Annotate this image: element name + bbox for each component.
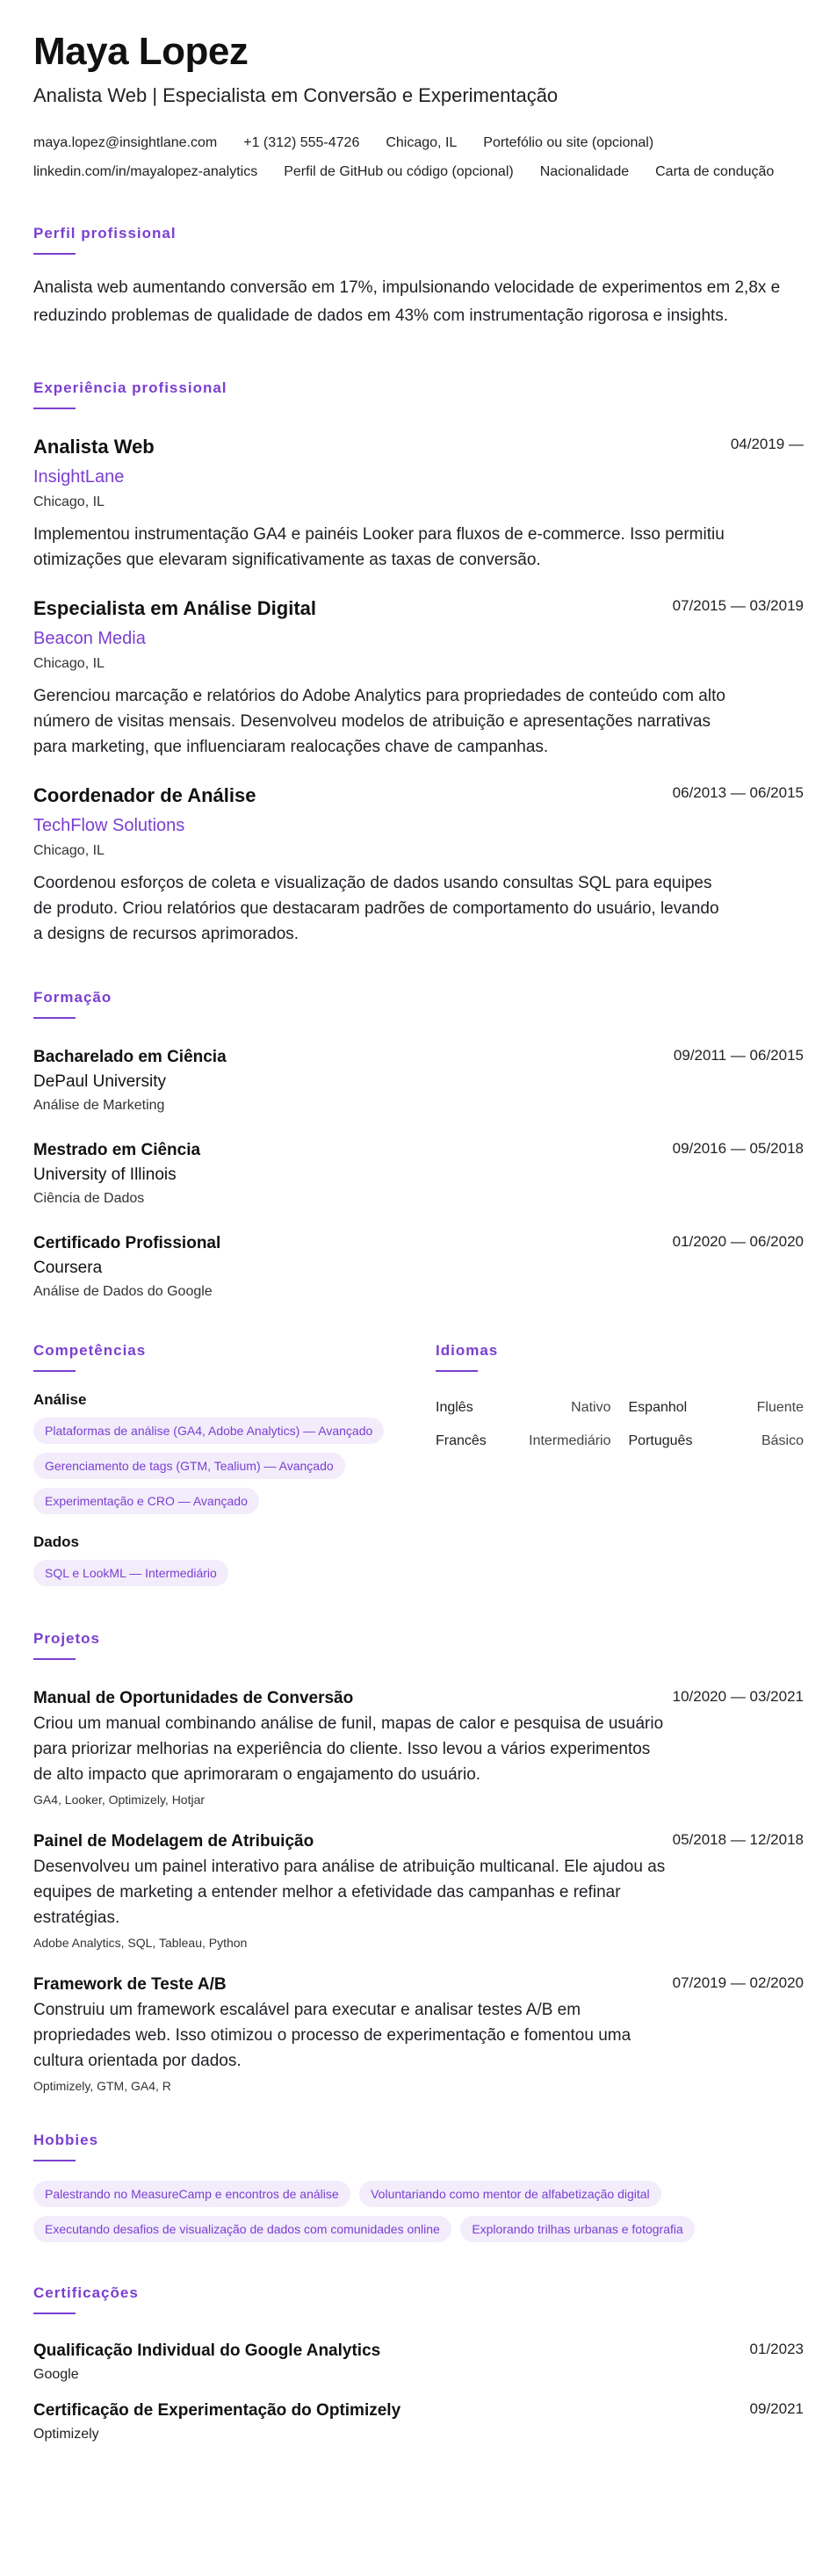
section-divider — [33, 253, 76, 255]
language-item — [436, 1391, 611, 1425]
section-divider — [33, 2313, 76, 2314]
contact-location: Chicago, IL — [386, 135, 458, 150]
job-title: Coordenador de Análise — [33, 784, 256, 806]
job-company[interactable]: Beacon Media — [33, 629, 146, 648]
skill-pill: Plataformas de análise (GA4, Adobe Analytics) — Avançado — [33, 1418, 384, 1444]
project-title: Framework de Teste A/B — [33, 1975, 227, 1994]
section-divider — [33, 1370, 76, 1372]
profile-summary: Analista web aumentando conversão em 17%, impulsionando velocidade de experimentos em 2,8x e reduzindo problemas de qualidade de dados em 43% com instrumentação rigorosa e insights. — [33, 278, 781, 325]
job-location: Chicago, IL — [33, 494, 105, 509]
language-item — [436, 1425, 611, 1458]
project-description: Construiu um framework escalável para executar e analisar testes A/B em propriedades web. Isso otimizou o processo de experimentação e fomentou uma cultura orientada por dados. — [33, 2001, 631, 2070]
language-name: Francês — [436, 1433, 487, 1448]
contact-linkedin[interactable]: linkedin.com/in/mayalopez-analytics — [33, 164, 258, 179]
contact-driving-license: Carta de condução — [655, 164, 775, 179]
project-description: Criou um manual combinando análise de funil, mapas de calor e pesquisa de usuário para priorizar melhorias na experiência do cliente. Isso levou a vários experimentos de alto impacto que aprimoraram o engajamento do usuário. — [33, 1714, 664, 1784]
certification-date: 01/2023 — [749, 2341, 804, 2357]
job-description: Implementou instrumentação GA4 e painéis Looker para fluxos de e-commerce. Isso permitiu otimizações que elevaram significativamente as taxas de conversão. — [33, 525, 725, 569]
contact-phone[interactable]: +1 (312) 555-4726 — [243, 135, 360, 150]
education-school: University of Illinois — [33, 1165, 177, 1184]
hobbies-section — [33, 2132, 804, 2251]
education-field: Ciência de Dados — [33, 1191, 145, 1206]
project-date: 05/2018 — 12/2018 — [672, 1831, 804, 1848]
project-tech: GA4, Looker, Optimizely, Hotjar — [33, 1793, 206, 1807]
skills-languages-row — [33, 1342, 804, 1595]
section-title: Certificações — [33, 2284, 139, 2301]
skill-pill: Experimentação e CRO — Avançado — [33, 1488, 259, 1514]
job-company[interactable]: TechFlow Solutions — [33, 816, 185, 835]
education-field: Análise de Marketing — [33, 1098, 165, 1113]
candidate-name: Maya Lopez — [33, 30, 249, 73]
job-title: Analista Web — [33, 436, 155, 458]
skills-section — [33, 1342, 400, 1595]
section-title: Idiomas — [436, 1342, 499, 1359]
language-level: Intermediário — [529, 1433, 611, 1448]
education-school: DePaul University — [33, 1072, 166, 1091]
hobby-pill: Palestrando no MeasureCamp e encontros de análise — [33, 2181, 350, 2207]
language-item — [629, 1391, 805, 1425]
job-entry — [33, 595, 804, 760]
skill-pill: SQL e LookML — Intermediário — [33, 1560, 228, 1586]
hobby-pill: Explorando trilhas urbanas e fotografia — [460, 2216, 694, 2242]
skill-pill-list — [33, 1560, 400, 1595]
job-title: Especialista em Análise Digital — [33, 597, 316, 619]
project-tech: Adobe Analytics, SQL, Tableau, Python — [33, 1936, 248, 1950]
section-divider — [33, 1017, 76, 1019]
section-divider — [33, 1658, 76, 1660]
education-entry — [33, 1138, 804, 1210]
job-company[interactable]: InsightLane — [33, 467, 125, 487]
language-name: Português — [628, 1433, 693, 1448]
hobby-pill-list — [33, 2181, 797, 2251]
job-location: Chicago, IL — [33, 656, 105, 671]
job-date: 07/2015 — 03/2019 — [672, 597, 804, 614]
education-school: Coursera — [33, 1259, 103, 1277]
contact-list — [33, 128, 804, 186]
skill-group-title: Dados — [33, 1533, 79, 1550]
job-entry — [33, 434, 804, 573]
certification-entry — [33, 2339, 804, 2386]
project-title: Manual de Oportunidades de Conversão — [33, 1689, 354, 1707]
section-title: Hobbies — [33, 2132, 99, 2148]
job-location: Chicago, IL — [33, 843, 105, 858]
education-section — [33, 989, 804, 1303]
language-level: Básico — [761, 1433, 804, 1448]
certification-date: 09/2021 — [749, 2400, 804, 2417]
education-field: Análise de Dados do Google — [33, 1284, 213, 1299]
education-date: 09/2016 — 05/2018 — [672, 1140, 804, 1157]
job-entry — [33, 783, 804, 947]
education-entry — [33, 1045, 804, 1117]
job-date: 04/2019 — — [730, 436, 804, 452]
project-entry — [33, 1686, 804, 1807]
contact-portfolio[interactable]: Portefólio ou site (opcional) — [483, 135, 654, 150]
section-divider — [33, 2160, 76, 2161]
section-title: Formação — [33, 989, 112, 1006]
language-item — [629, 1425, 805, 1458]
language-name: Espanhol — [628, 1400, 688, 1415]
project-entry — [33, 1829, 804, 1950]
education-entry — [33, 1231, 804, 1303]
job-date: 06/2013 — 06/2015 — [672, 784, 804, 801]
certification-issuer: Google — [33, 2367, 79, 2382]
section-title: Perfil profissional — [33, 225, 177, 242]
projects-section — [33, 1630, 804, 2093]
language-level: Nativo — [571, 1400, 611, 1415]
section-divider — [436, 1370, 478, 1372]
job-description: Gerenciou marcação e relatórios do Adobe Analytics para propriedades de conteúdo com alto número de visitas mensais. Desenvolveu modelos de atribuição e apresentações narrativas para marketing, que influenciaram realocações chave de campanhas. — [33, 687, 725, 756]
experience-section — [33, 379, 804, 947]
project-entry — [33, 1973, 804, 2093]
language-level: Fluente — [756, 1400, 804, 1415]
certification-title: Certificação de Experimentação do Optimizely — [33, 2401, 401, 2420]
certification-issuer: Optimizely — [33, 2427, 99, 2442]
contact-github[interactable]: Perfil de GitHub ou código (opcional) — [284, 164, 514, 179]
language-list — [436, 1391, 804, 1458]
contact-email[interactable]: maya.lopez@insightlane.com — [33, 135, 218, 150]
education-degree: Certificado Profissional — [33, 1234, 221, 1252]
certification-title: Qualificação Individual do Google Analytics — [33, 2341, 381, 2360]
skill-group-title: Análise — [33, 1391, 87, 1408]
education-date: 01/2020 — 06/2020 — [672, 1233, 804, 1250]
section-title: Projetos — [33, 1630, 101, 1647]
project-description: Desenvolveu um painel interativo para análise de atribuição multicanal. Ele ajudou as equipes de marketing a entender melhor a efetividade das campanhas e refinar estratégias. — [33, 1858, 666, 1927]
language-name: Inglês — [436, 1400, 473, 1415]
project-title: Painel de Modelagem de Atribuição — [33, 1832, 314, 1851]
section-title: Experiência profissional — [33, 379, 227, 396]
headline: Analista Web | Especialista em Conversão e Experimentação — [33, 84, 559, 106]
project-tech: Optimizely, GTM, GA4, R — [33, 2079, 171, 2093]
project-date: 07/2019 — 02/2020 — [672, 1974, 804, 1991]
section-divider — [33, 408, 76, 409]
project-date: 10/2020 — 03/2021 — [672, 1688, 804, 1705]
skill-pill: Gerenciamento de tags (GTM, Tealium) — Avançado — [33, 1453, 345, 1479]
languages-section — [436, 1342, 804, 1595]
certifications-section — [33, 2284, 804, 2446]
profile-section — [33, 225, 804, 330]
certification-entry — [33, 2399, 804, 2446]
hobby-pill: Voluntariando como mentor de alfabetização digital — [359, 2181, 661, 2207]
skill-pill-list — [33, 1418, 400, 1523]
hobby-pill: Executando desafios de visualização de dados com comunidades online — [33, 2216, 451, 2242]
job-description: Coordenou esforços de coleta e visualização de dados usando consultas SQL para equipes de produto. Criou relatórios que destacaram padrões de comportamento do usuário, levando a designs de recursos aprimorados. — [33, 874, 719, 943]
education-date: 09/2011 — 06/2015 — [673, 1047, 804, 1064]
section-title: Competências — [33, 1342, 147, 1359]
education-degree: Mestrado em Ciência — [33, 1141, 201, 1159]
contact-nationality: Nacionalidade — [539, 164, 630, 179]
education-degree: Bacharelado em Ciência — [33, 1048, 227, 1066]
